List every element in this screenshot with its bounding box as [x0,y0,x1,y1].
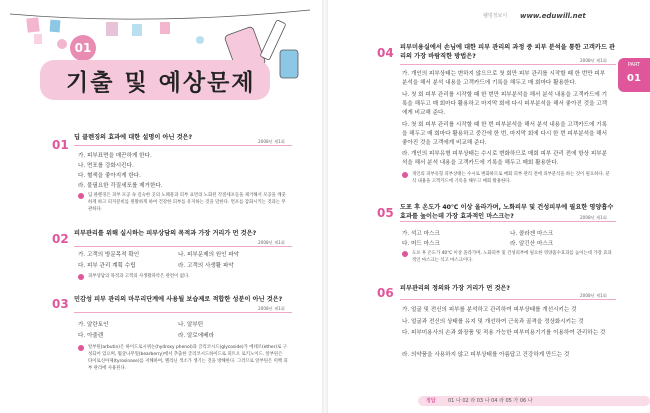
option[interactable]: 라. 알긴산 마스크 [510,241,554,247]
explanation-text: 피부상담의 목적과 고객의 사생활파악은 관련이 없다. [88,274,190,279]
option[interactable]: 나. 첫 회 피부 관리를 시작할 때 한 번만 피부분석을 해서 분석 내용을 고객카드에 기록을 해두고 매 회마다 활용하고 마지막 회에 다시 피부분석을 해서 좋아진 것을 고객에게 비교해 준다. [402,92,608,116]
chapter-side-tab-number: 01 [627,73,641,84]
option[interactable]: 나. 면포를 강화시킨다. [78,163,134,169]
option[interactable]: 나. 얼굴과 전신의 상태를 유지 및 개선하여 근육과 골격을 정상화시키는 것 [402,319,584,325]
option[interactable]: 라. 고객의 사생활 파악 [178,263,234,269]
question-year: 2008년 제1회 [580,215,607,220]
question-number: 06 [377,286,394,300]
option[interactable]: 라. 의약품을 사용하지 않고 피부상태를 아름답고 건강하게 만드는 것 [402,352,570,358]
book-gutter [322,0,328,413]
option[interactable]: 다. 아줄렌 [78,333,104,339]
explanation-text: 도포 후 온도가 40℃ 이상 올라가며, 노화피부 및 건성피부에 필요한 영양흡수효과를 높이는데 가장 효과적인 마스크는 석고 마스크이다. [412,251,612,263]
question-number: 03 [52,297,69,311]
question-year: 2008년 제1회 [580,58,607,63]
option[interactable]: 다. 피부미용사의 손과 화장품 및 적용 가능한 피부미용기기를 이용하여 관리하는 것 [402,330,606,336]
option[interactable]: 가. 석고 마스크 [402,231,440,237]
question-year: 2008년 제1회 [258,240,285,245]
option[interactable]: 라. 불필요한 각질세포를 제거한다. [78,183,163,189]
question-number: 04 [377,46,394,60]
answer-key-label: 정답 [426,398,436,404]
option[interactable]: 다. 머드 마스크 [402,241,440,247]
option[interactable]: 라. 개인의 피부유형 피부상태는 수시로 변화하므로 매회 피부 관리 전에 항상 피부분석을 해서 분석 내용을 고객카드에 기록을 해두고 매회 활용한다. [402,151,608,166]
option[interactable]: 라. 알로에베라 [178,333,214,339]
option[interactable]: 가. 알란토인 [78,322,109,328]
question-text: 딥 클렌징의 효과에 대한 설명이 아닌 것은? [74,134,193,141]
question-divider [400,64,616,65]
question-number: 01 [52,138,69,152]
question-divider [74,246,292,247]
option[interactable]: 다. 피부 관리 계획 수립 [78,263,136,269]
option[interactable]: 가. 고객의 방문목적 확인 [78,252,140,258]
chapter-side-tab: PART 01 [618,58,650,92]
option[interactable]: 나. 피부문제의 원인 파악 [178,252,240,258]
question-text: 피부관리의 정의와 가장 거리가 먼 것은? [400,285,510,292]
explanation-text: 딥 클렌징은 피부 모공 속 깊숙한 곳의 노폐물과 피부 표면의 노화된 각질세포들을 제거해서 모공을 깨끗하게 하고 피지분비를 원활하게 하여 건강한 피부를 유지하는 것을 말한다. 면포를 감화시키는 것과는 무관하다. [88,193,286,212]
site-url[interactable]: www.eduwill.net [520,12,586,20]
option[interactable]: 나. 콜라겐 마스크 [510,231,554,237]
option[interactable]: 다. 혈색을 좋아지게 한다. [78,173,141,179]
option[interactable]: 가. 피부표면을 매끈하게 한다. [78,153,152,159]
question-year: 2008년 제1회 [580,293,607,298]
explanation-icon [78,274,84,280]
explanation-icon [402,251,408,257]
option[interactable]: 다. 첫 회 피부 관리를 시작할 때 한 번 피부분석을 해서 분석 내용을 고객카드에 기록을 해두고 매 회마다 활용하고 중간에 한 번, 마지막 회에 다시 한 번 피부분석을 해서 좋아진 것을 고객에게 비교해 준다. [402,122,607,146]
question-number: 02 [52,232,69,246]
option[interactable]: 가. 개인의 피부상태는 변하지 않으므로 첫 회만 피부 관리를 시작할 때 한 번만 피부분석을 해서 분석 내용을 고객카드에 기록을 해두고 매 회마다 활용한다. [402,71,606,86]
page-title: 기출 및 예상문제 [66,70,256,96]
explanation-text: 개인의 피부유형 피부상태는 수시로 변화하므로 매회 피부 관리 전에 피부분석을 하는 것이 필요하다. 분석 내용을 고객카드에 기록을 해두고 매회 활용한다. [412,172,610,184]
option[interactable]: 가. 얼굴 및 전신의 피부를 분석하고 관리하여 피부상태를 개선시키는 것 [402,307,577,313]
question-divider [74,312,292,313]
explanation-icon [78,345,84,351]
question-divider [400,299,616,300]
question-text: 피부미용실에서 손님에 대한 피부 관리의 과정 중 피부 분석을 통한 고객카드 관리의 가장 바람직한 방법은? [400,44,615,60]
question-text: 민감성 피부 관리의 마무리단계에 사용될 보습제로 적합한 성분이 아닌 것은? [74,296,283,303]
explanation-text: 알부틴(arbutin)은 하이드로시퀴논(hydroxy phenol)과 글리코시드(glycoside)가 에테르(ether)로 구성되어 있으며, 월귤나무잎(bearberry)에서 추출한 글리코시드하이드로 피트오 로키노이드. 알부틴은 타이로신아제(tyrosinase)를 저해하여, 멜라닌 색소가 생기는 것을 방해한다. 그러므로 알부틴은 미백 피부 관리에 사용된다. [88,345,288,371]
question-number: 05 [377,206,394,220]
question-text: 도포 후 온도가 40℃ 이상 올라가며, 노화피부 및 건성피부에 필요한 영양흡수효과를 높이는데 가장 효과적인 마스크는? [400,204,614,220]
part-number-badge: 01 [70,35,96,61]
brand-name: 웰빙정보이 [483,13,508,19]
question-divider [74,145,292,146]
option[interactable]: 나. 알부틴 [178,322,204,328]
question-divider [400,221,616,222]
answer-key-text: 01 나 02 라 03 나 04 라 05 가 06 나 [448,398,533,404]
explanation-icon [78,193,84,199]
explanation-icon [402,172,408,178]
question-year: 2008년 제1회 [258,139,285,144]
question-year: 2008년 제1회 [258,306,285,311]
question-text: 피부관리를 위해 실시하는 피부상담의 목적과 가장 거리가 먼 것은? [74,230,257,237]
